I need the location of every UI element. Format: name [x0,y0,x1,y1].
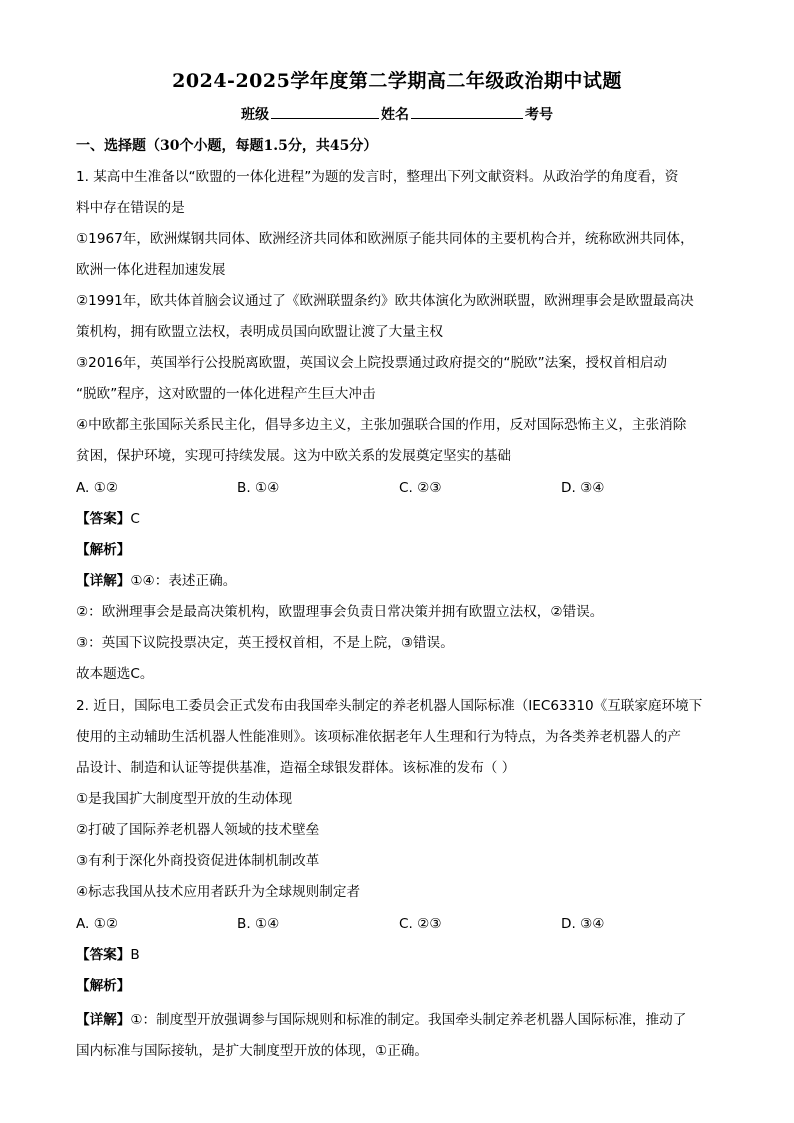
name-blank[interactable] [411,106,523,119]
q2-option-a: A. ①② [76,916,119,932]
q2-detail-line2: 国内标准与国际接轨，是扩大制度型开放的体现，①正确。 [76,1043,429,1059]
q1-answer-tag: 【答案】 [76,511,131,527]
q1-detail-line2: ②：欧洲理事会是最高决策机构，欧盟理事会负责日常决策并拥有欧盟立法权，②错误。 [76,604,604,620]
q2-option-b: B. ①④ [237,916,280,932]
q1-option-a: A. ①② [76,480,119,496]
q2-answer-tag: 【答案】 [76,947,131,963]
student-info-line [0,104,794,124]
q2-option-d: D. ③④ [561,916,605,932]
q1-option-b: B. ①④ [237,480,280,496]
q1-item4-line1: ④中欧都主张国际关系民主化，倡导多边主义，主张加强联合国的作用，反对国际恐怖主义，主张消除 [76,417,687,433]
q2-answer [76,945,736,965]
q1-option-c: C. ②③ [399,480,442,496]
q1-answer-value: C [130,511,140,527]
q2-item1: ①是我国扩大制度型开放的生动体现 [76,791,293,807]
q1-detail-text1: ①④：表述正确。 [130,573,237,589]
q2-item3: ③有利于深化外商投资促进体制机制改革 [76,853,320,869]
class-label: 班级 [241,107,269,123]
q1-item3-line2: “脱欧”程序，这对欧盟的一体化进程产生巨大冲击 [76,386,376,402]
q1-item3-line1: ③2016年，英国举行公投脱离欧盟，英国议会上院投票通过政府提交的“脱欧”法案，授权首相启动 [76,355,668,371]
q2-detail-line1 [76,1010,736,1030]
q1-item1-line1: ①1967年，欧洲煤钢共同体、欧洲经济共同体和欧洲原子能共同体的主要机构合并，统称欧洲共同体， [76,231,694,247]
q1-item2-line2: 策机构，拥有欧盟立法权，表明成员国向欧盟让渡了大量主权 [76,324,444,340]
q2-detail-text1: ①：制度型开放强调参与国际规则和标准的制定。我国牵头制定养老机器人国际标准，推动了 [130,1012,687,1028]
q1-detail-tag: 【详解】 [76,573,131,589]
q2-stem-line1: 2. 近日，国际电工委员会正式发布由我国牵头制定的养老机器人国际标准（IEC63310《互联家庭环境下 [76,698,703,714]
q1-detail-line1 [76,571,736,591]
q2-detail-tag: 【详解】 [76,1012,131,1028]
q2-item2: ②打破了国际养老机器人领域的技术壁垒 [76,822,320,838]
section-heading: 一、选择题（30个小题，每题1.5分，共45分） [76,138,378,154]
q1-stem-line2: 料中存在错误的是 [76,200,185,216]
q1-detail-line3: ③：英国下议院投票决定，英王授权首相，不是上院，③错误。 [76,635,454,651]
q1-item1-line2: 欧洲一体化进程加速发展 [76,262,226,278]
q2-answer-value: B [130,947,140,963]
q2-option-c: C. ②③ [399,916,442,932]
page-title: 2024-2025学年度第二学期高二年级政治期中试题 [172,70,622,92]
q2-item4: ④标志我国从技术应用者跃升为全球规则制定者 [76,884,361,900]
q2-analysis-tag: 【解析】 [76,978,131,994]
exam-no-label: 考号 [525,107,553,123]
class-blank[interactable] [271,106,379,119]
q1-option-d: D. ③④ [561,480,605,496]
name-label: 姓名 [381,107,409,123]
q1-item2-line1: ②1991年，欧共体首脑会议通过了《欧洲联盟条约》欧共体演化为欧洲联盟，欧洲理事会是欧盟最高决 [76,293,694,309]
q1-answer [76,509,736,529]
q1-conclusion: 故本题选C。 [76,666,154,682]
q1-item4-line2: 贫困，保护环境，实现可持续发展。这为中欧关系的发展奠定坚实的基础 [76,448,511,464]
q2-stem-line3: 品设计、制造和认证等提供基准，造福全球银发群体。该标准的发布（ ） [76,760,516,776]
q1-analysis-tag: 【解析】 [76,542,131,558]
q2-stem-line2: 使用的主动辅助生活机器人性能准则》。该项标准依据老年人生理和行为特点，为各类养老机器人的产 [76,729,681,745]
q1-stem-line1: 1. 某高中生准备以“欧盟的一体化进程”为题的发言时，整理出下列文献资料。从政治学的角度看，资 [76,169,679,185]
